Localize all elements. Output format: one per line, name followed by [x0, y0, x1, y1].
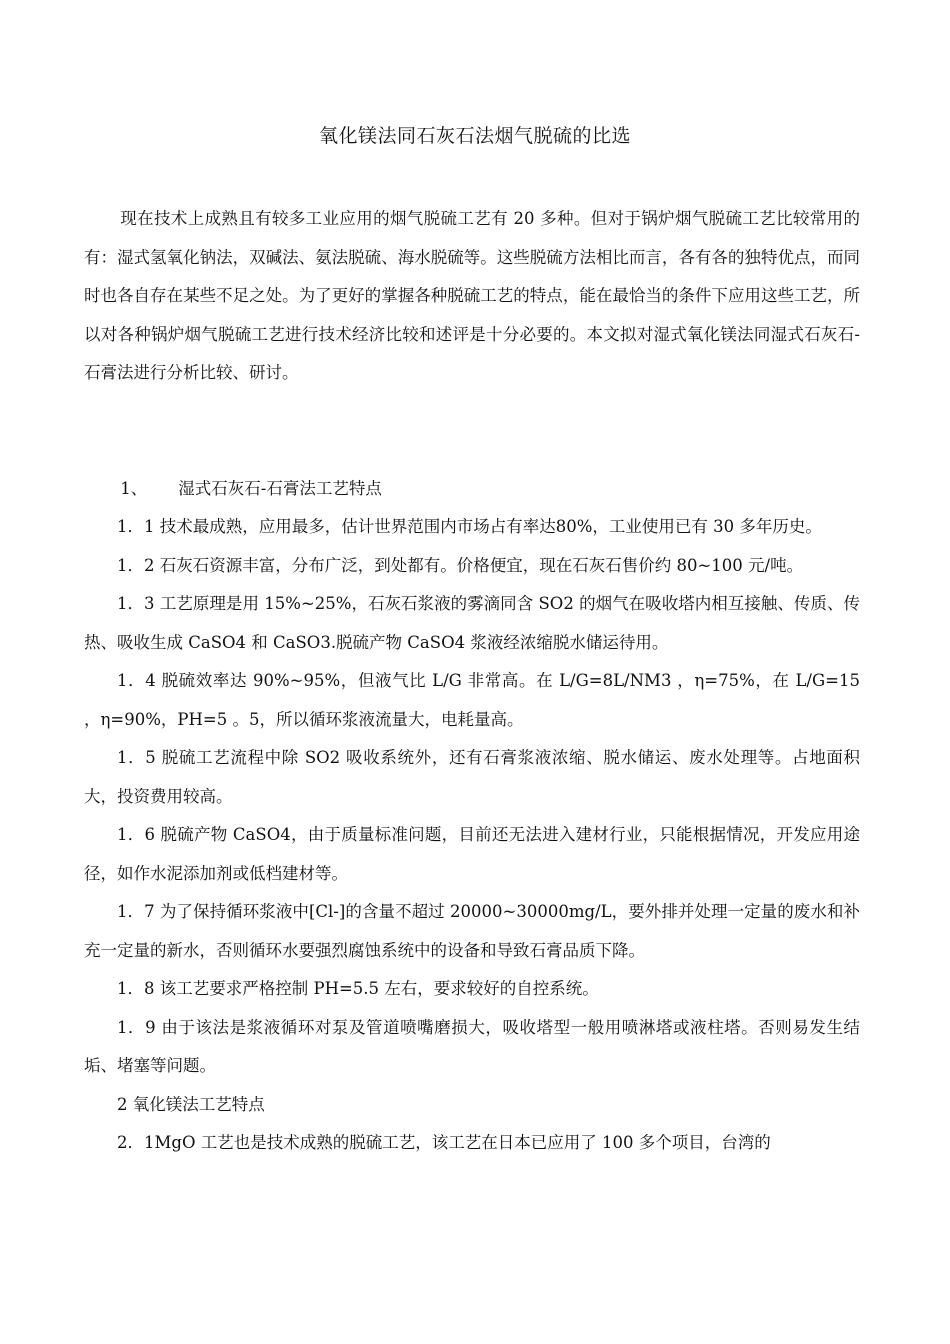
list-item-2-1: 2．1MgO 工艺也是技术成熟的脱硫工艺，该工艺在日本已应用了 100 多个项目，台湾的	[117, 1133, 771, 1152]
list-item-1-4: 1．4 脱硫效率达 90%~95%，但液气比 L/G 非常高。在 L/G=8L/NM3 ，η=75%，在 L/G=15 ，η=90%，PH=5 。5，所以循环浆液流量大，电耗量高。	[84, 671, 860, 729]
section-1-number: 1、	[120, 478, 148, 498]
document-title: 氧化镁法同石灰石法烟气脱硫的比选	[318, 125, 631, 147]
list-item-1-7: 1．7 为了保持循环浆液中[Cl-]的含量不超过 20000~30000mg/L，要外排并处理一定量的废水和补充一定量的新水，否则循环水要强烈腐蚀系统中的设备和导致石膏品质下降。	[84, 902, 860, 960]
section-2-heading: 2 氧化镁法工艺特点	[117, 1094, 265, 1114]
list-item-1-2: 1．2 石灰石资源丰富，分布广泛，到处都有。价格便宜，现在石灰石售价约 80~100 元/吨。	[117, 555, 804, 575]
list-item-1-5: 1．5 脱硫工艺流程中除 SO2 吸收系统外，还有石膏浆液浓缩、脱水储运、废水处理等。占地面积大，投资费用较高。	[84, 748, 860, 806]
section-1-heading-text: 湿式石灰石-石膏法工艺特点	[178, 478, 382, 498]
list-item-1-9: 1．9 由于该法是浆液循环对泵及管道喷嘴磨损大，吸收塔型一般用喷淋塔或液柱塔。否则易发生结垢、堵塞等问题。	[84, 1017, 860, 1075]
list-item-1-8: 1．8 该工艺要求严格控制 PH=5.5 左右，要求较好的自控系统。	[117, 979, 599, 998]
list-item-1-3: 1．3 工艺原理是用 15%~25%，石灰石浆液的雾滴同含 SO2 的烟气在吸收塔内相互接触、传质、传热、吸收生成 CaSO4 和 CaSO3.脱硫产物 CaSO4 浆液经浓缩脱水储运待用。	[84, 594, 860, 652]
list-item-1-1: 1．1 技术最成熟，应用最多，估计世界范围内市场占有率达80%，工业使用已有 30 多年历史。	[117, 517, 822, 536]
intro-paragraph: 现在技术上成熟且有较多工业应用的烟气脱硫工艺有 20 多种。但对于锅炉烟气脱硫工艺比较常用的有：湿式氢氧化钠法，双碱法、氨法脱硫、海水脱硫等。这些脱硫方法相比而言，各有各的独特优点，而同时也各自存在某些不足之处。为了更好的掌握各种脱硫工艺的特点，能在最恰当的条件下应用这些工艺，所以对各种锅炉烟气脱硫工艺进行技术经济比较和述评是十分必要的。本文拟对湿式氧化镁法同湿式石灰石-石膏法进行分析比较、研讨。	[84, 209, 860, 382]
paragraph-spacer	[84, 393, 860, 470]
list-item-1-6: 1．6 脱硫产物 CaSO4，由于质量标准问题，目前还无法进入建材行业，只能根据情况，开发应用途径，如作水泥添加剂或低档建材等。	[84, 825, 860, 883]
section-1-heading	[84, 470, 860, 509]
document-body	[84, 200, 860, 1163]
